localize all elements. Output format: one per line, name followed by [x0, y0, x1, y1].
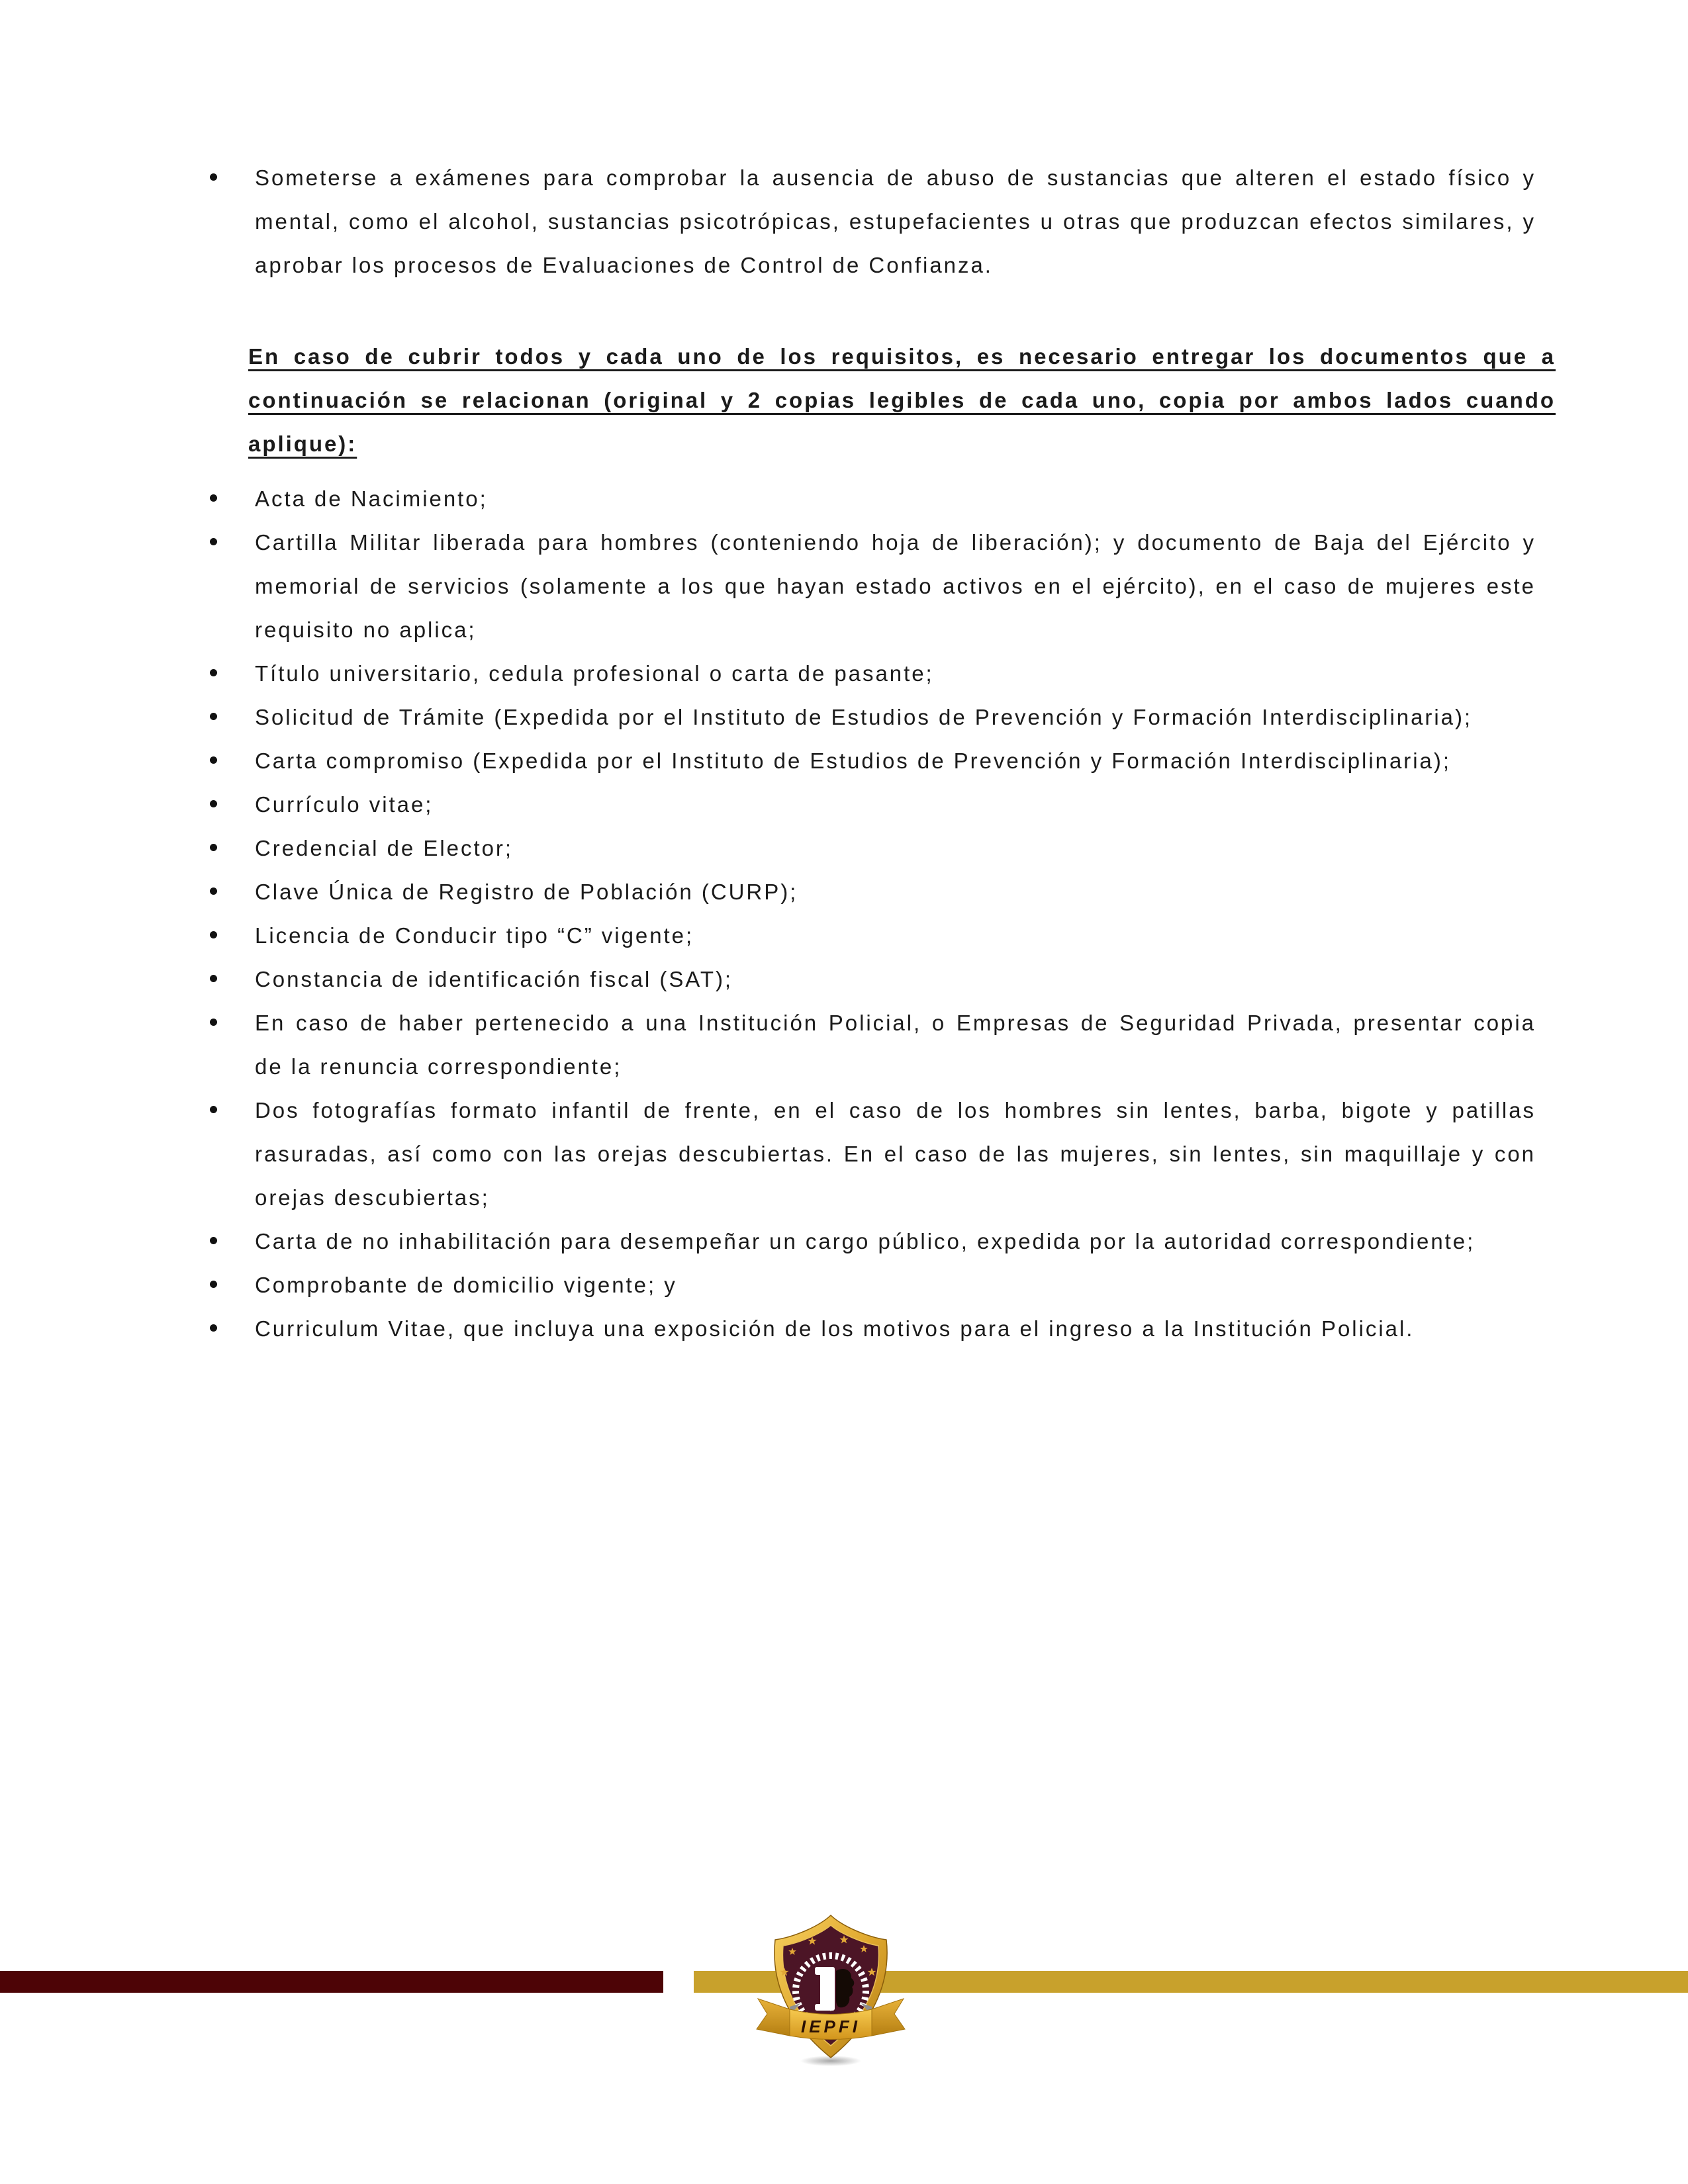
requirement-item: Dos fotografías formato infantil de frente, en el caso de los hombres sin lentes, barba, bigote y patillas rasuradas, así como con las orejas descubiertas. En el caso de las mujeres, sin lentes, sin maquillaje y con orejas descubiertas; — [209, 1089, 1536, 1220]
requirement-item: Acta de Nacimiento; — [209, 477, 1536, 521]
requirement-item: Constancia de identificación fiscal (SAT); — [209, 958, 1536, 1001]
footer-bar-maroon — [0, 1971, 663, 1993]
requirement-item: Clave Única de Registro de Población (CURP); — [209, 870, 1536, 914]
requirement-item: Carta compromiso (Expedida por el Instituto de Estudios de Prevención y Formación Interdisciplinaria); — [209, 739, 1536, 783]
requirement-item: En caso de haber pertenecido a una Institución Policial, o Empresas de Seguridad Privada, presentar copia de la renuncia correspondiente; — [209, 1001, 1536, 1089]
requirement-item: Credencial de Elector; — [209, 827, 1536, 870]
requirement-item: Licencia de Conducir tipo “C” vigente; — [209, 914, 1536, 958]
requirement-item: Currículo vitae; — [209, 783, 1536, 827]
intro-list — [209, 156, 1536, 287]
requirement-item: Título universitario, cedula profesional o carta de pasante; — [209, 652, 1536, 696]
logo-text: IEPFI — [800, 2017, 861, 2036]
section-heading: En caso de cubrir todos y cada uno de los requisitos, es necesario entregar los documentos que a continuación se relacionan (original y 2 copias legibles de cada uno, copia por ambos lados cuando aplique): — [248, 344, 1556, 456]
requirement-item: Carta de no inhabilitación para desempeñar un cargo público, expedida por la autoridad correspondiente; — [209, 1220, 1536, 1263]
requirement-item: Solicitud de Trámite (Expedida por el Instituto de Estudios de Prevención y Formación Interdisciplinaria); — [209, 696, 1536, 739]
iepfi-shield-logo — [751, 1911, 910, 2077]
list-item: Someterse a exámenes para comprobar la ausencia de abuso de sustancias que alteren el estado físico y mental, como el alcohol, sustancias psicotrópicas, estupefacientes u otras que produzcan efectos similares, y aprobar los procesos de Evaluaciones de Control de Confianza. — [209, 156, 1536, 287]
requirements-list — [209, 477, 1536, 1351]
requirement-item: Comprobante de domicilio vigente; y — [209, 1263, 1536, 1307]
document-content — [209, 156, 1556, 1351]
requirement-item: Cartilla Militar liberada para hombres (conteniendo hoja de liberación); y documento de Baja del Ejército y memorial de servicios (solamente a los que hayan estado activos en el ejército), en el caso de mujeres este requisito no aplica; — [209, 521, 1536, 652]
requirement-item: Curriculum Vitae, que incluya una exposición de los motivos para el ingreso a la Institución Policial. — [209, 1307, 1536, 1351]
